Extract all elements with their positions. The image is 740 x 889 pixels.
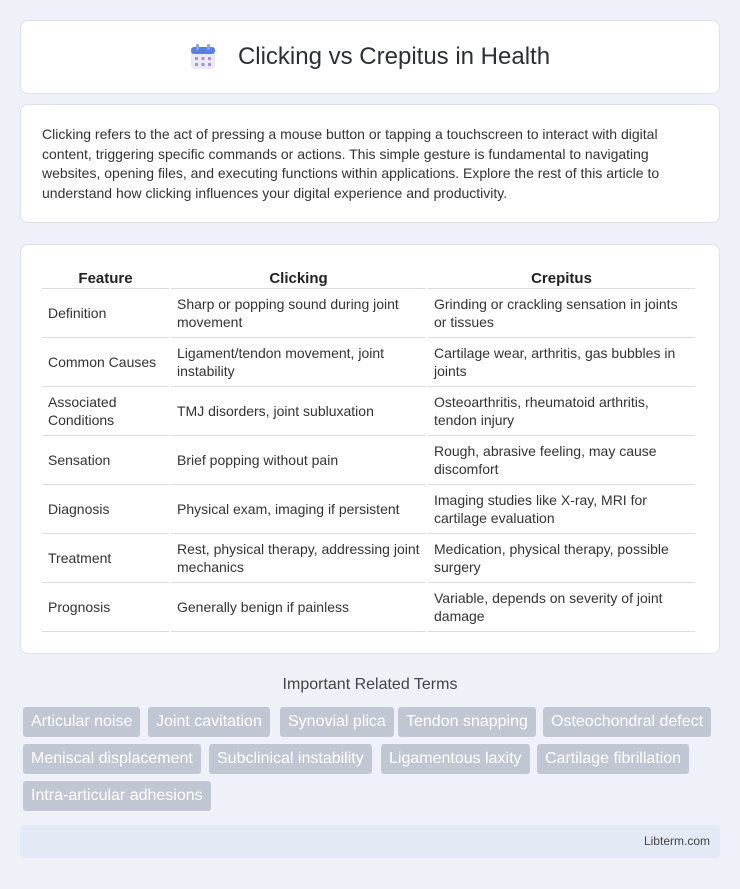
table-cell: Medication, physical therapy, possible surgery: [428, 534, 695, 583]
table-cell: Grinding or crackling sensation in joints or tissues: [428, 289, 695, 338]
table-row: [42, 338, 695, 387]
column-header: Feature: [42, 263, 169, 289]
table-cell: Common Causes: [42, 338, 169, 387]
related-term-tag[interactable]: Osteochondral defect: [543, 707, 711, 737]
table-cell: Physical exam, imaging if persistent: [171, 485, 426, 534]
footer: [20, 825, 720, 858]
page-title: Clicking vs Crepitus in Health: [237, 43, 551, 70]
related-term-tag[interactable]: Tendon snapping: [398, 707, 536, 737]
related-term-tag[interactable]: Meniscal displacement: [23, 744, 201, 774]
table-cell: Sensation: [42, 436, 169, 485]
comparison-table-card: [20, 244, 720, 654]
table-cell: Diagnosis: [42, 485, 169, 534]
table-cell: Ligament/tendon movement, joint instability: [171, 338, 426, 387]
related-term-tag[interactable]: Joint cavitation: [148, 707, 270, 737]
intro-text: Clicking refers to the act of pressing a mouse button or tapping a touchscreen to interact with digital content, triggering specific commands or actions. This simple gesture is fundamental to navigating websites, opening files, and executing functions within applications. Explore the rest of this article to understand how clicking influences your digital experience and productivity.: [42, 126, 660, 201]
related-term-tag[interactable]: Intra-articular adhesions: [23, 781, 211, 811]
intro-card: [20, 104, 720, 223]
table-row: [42, 534, 695, 583]
table-cell: Osteoarthritis, rheumatoid arthritis, tendon injury: [428, 387, 695, 436]
related-term-tag[interactable]: Synovial plica: [280, 707, 394, 737]
table-cell: Associated Conditions: [42, 387, 169, 436]
related-term-tag[interactable]: Ligamentous laxity: [381, 744, 530, 774]
table-cell: Definition: [42, 289, 169, 338]
related-term-tag[interactable]: Cartilage fibrillation: [537, 744, 689, 774]
related-terms-title: Important Related Terms: [282, 676, 458, 693]
header-card: [20, 20, 720, 94]
related-term-tag[interactable]: Subclinical instability: [209, 744, 372, 774]
calendar-icon: [190, 44, 216, 70]
table-cell: Cartilage wear, arthritis, gas bubbles in joints: [428, 338, 695, 387]
table-cell: Prognosis: [42, 583, 169, 632]
table-header-row: [42, 263, 695, 289]
table-cell: Rough, abrasive feeling, may cause discomfort: [428, 436, 695, 485]
table-row: [42, 289, 695, 338]
table-cell: Rest, physical therapy, addressing joint mechanics: [171, 534, 426, 583]
table-row: [42, 436, 695, 485]
comparison-table: [40, 263, 697, 632]
table-row: [42, 583, 695, 632]
table-cell: Treatment: [42, 534, 169, 583]
table-cell: Variable, depends on severity of joint damage: [428, 583, 695, 632]
table-cell: Generally benign if painless: [171, 583, 426, 632]
table-row: [42, 387, 695, 436]
table-cell: Brief popping without pain: [171, 436, 426, 485]
table-row: [42, 485, 695, 534]
table-cell: Imaging studies like X-ray, MRI for cartilage evaluation: [428, 485, 695, 534]
related-term-tag[interactable]: Articular noise: [23, 707, 140, 737]
column-header: Clicking: [171, 263, 426, 289]
column-header: Crepitus: [428, 263, 695, 289]
table-cell: TMJ disorders, joint subluxation: [171, 387, 426, 436]
footer-site-link[interactable]: Libterm.com: [643, 834, 710, 848]
table-cell: Sharp or popping sound during joint movement: [171, 289, 426, 338]
